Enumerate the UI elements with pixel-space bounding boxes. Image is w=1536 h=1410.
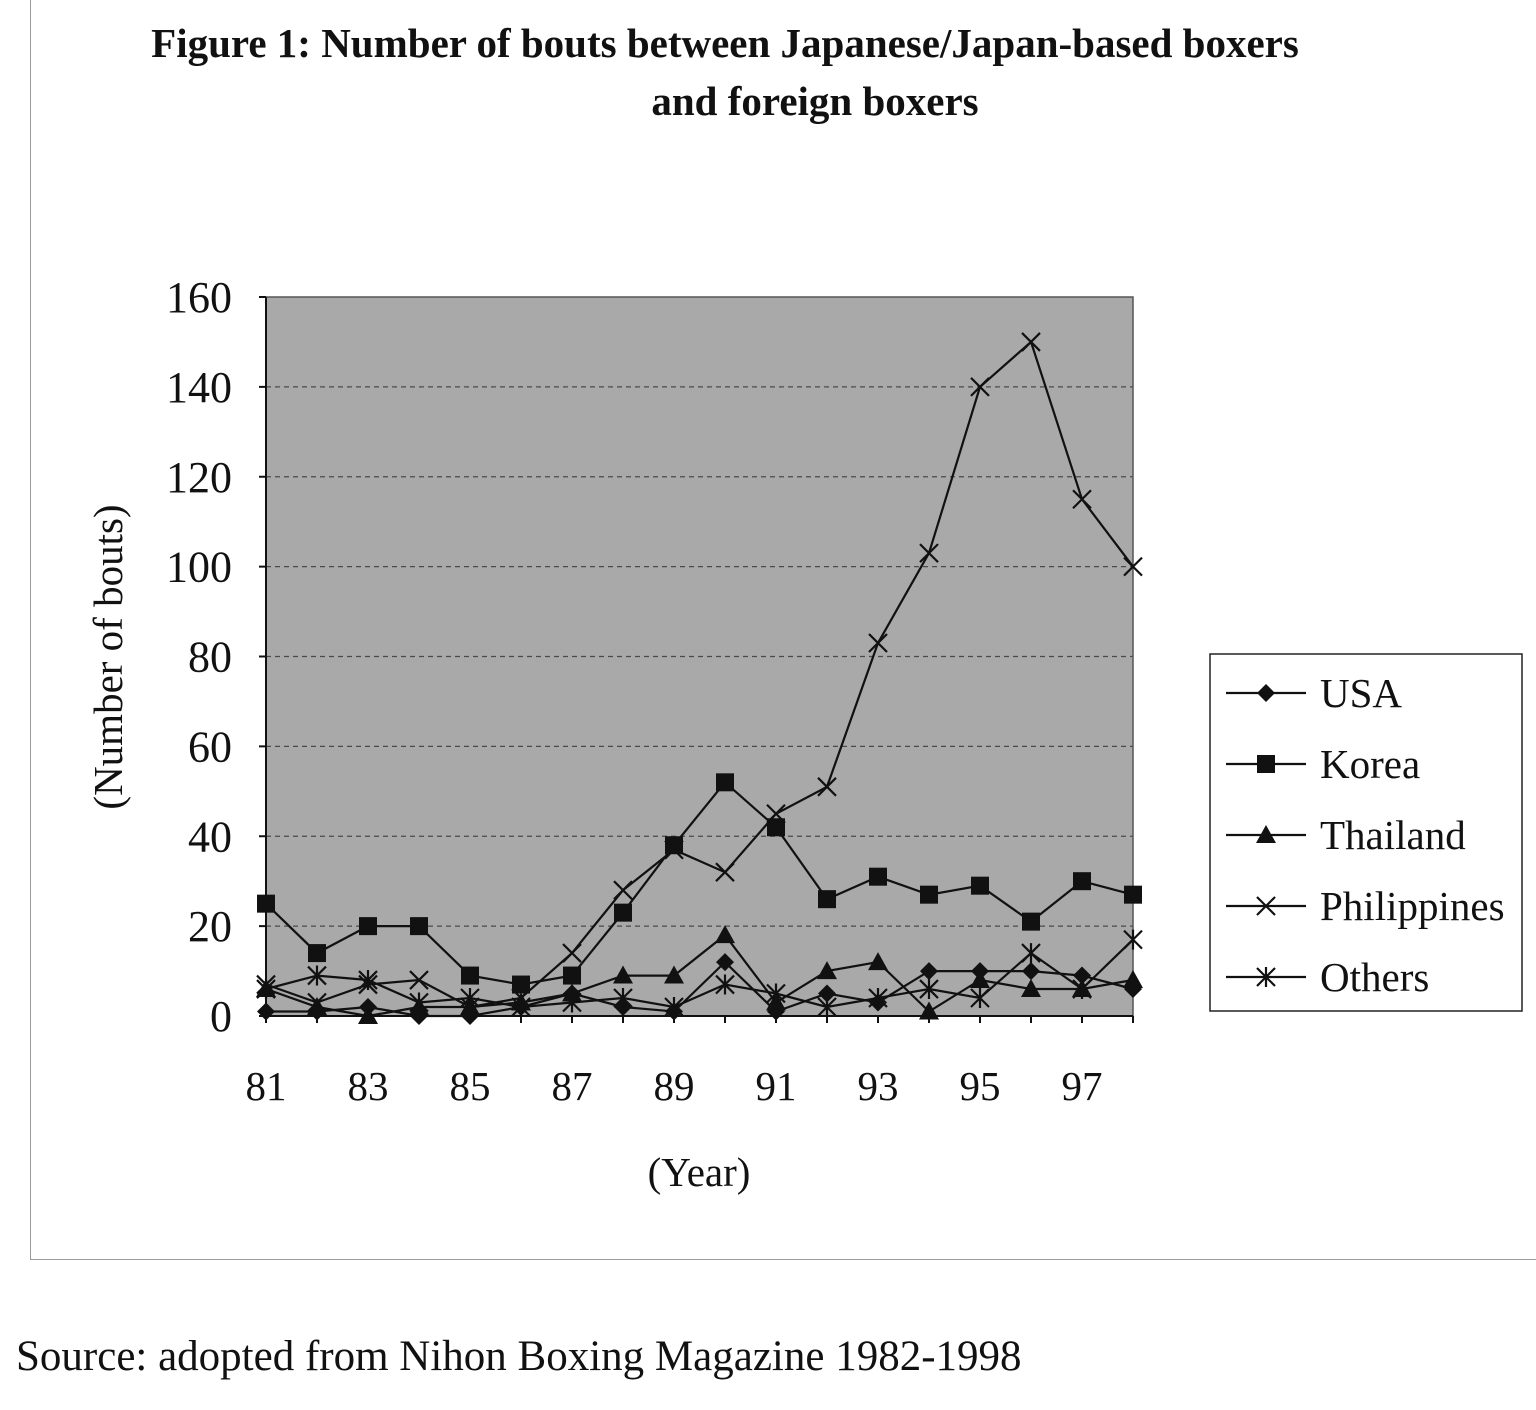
legend-label-others: Others (1320, 954, 1430, 1000)
legend-label-korea: Korea (1320, 741, 1421, 787)
data-point-korea (461, 967, 479, 985)
legend-marker-korea (1257, 755, 1275, 773)
x-tick-label: 83 (347, 1063, 389, 1109)
data-point-korea (359, 917, 377, 935)
y-tick-label: 120 (166, 452, 232, 502)
y-tick-label: 20 (188, 902, 232, 952)
source-note: Source: adopted from Nihon Boxing Magazine 1982-1998 (16, 1333, 1022, 1380)
legend (1210, 654, 1522, 1011)
data-point-korea (257, 895, 275, 913)
data-point-korea (971, 877, 989, 895)
data-point-korea (869, 868, 887, 886)
y-tick-label: 160 (166, 273, 232, 322)
y-axis-label: (Number of bouts) (85, 504, 131, 810)
x-tick-label: 97 (1061, 1063, 1103, 1109)
x-tick-label: 95 (959, 1063, 1001, 1109)
y-tick-label: 60 (188, 722, 232, 772)
figure-title-line-1: Figure 1: Number of bouts between Japanese/Japan-based boxers (151, 20, 1299, 66)
data-point-korea (920, 886, 938, 904)
data-point-korea (1073, 872, 1091, 890)
data-point-korea (563, 967, 581, 985)
legend-label-usa: USA (1320, 670, 1403, 716)
data-point-korea (614, 904, 632, 922)
x-tick-label: 87 (551, 1063, 593, 1109)
y-tick-label: 40 (188, 812, 232, 862)
y-tick-label: 0 (210, 992, 232, 1041)
y-tick-label: 140 (166, 362, 232, 412)
legend-label-thailand: Thailand (1320, 812, 1466, 858)
y-tick-label: 80 (188, 632, 232, 682)
x-tick-label: 89 (653, 1063, 695, 1109)
legend-label-philippines: Philippines (1320, 883, 1505, 929)
data-point-korea (1022, 913, 1040, 931)
data-point-korea (818, 890, 836, 908)
data-point-korea (1124, 886, 1142, 904)
data-point-korea (308, 944, 326, 962)
data-point-korea (410, 917, 428, 935)
x-tick-label: 81 (245, 1063, 287, 1109)
x-tick-label: 93 (857, 1063, 899, 1109)
data-point-korea (716, 773, 734, 791)
y-tick-label: 100 (166, 542, 232, 592)
x-tick-label: 85 (449, 1063, 491, 1109)
x-axis-label: (Year) (647, 1149, 751, 1195)
x-tick-label: 91 (755, 1063, 797, 1109)
figure-title-line-2: and foreign boxers (651, 78, 979, 124)
